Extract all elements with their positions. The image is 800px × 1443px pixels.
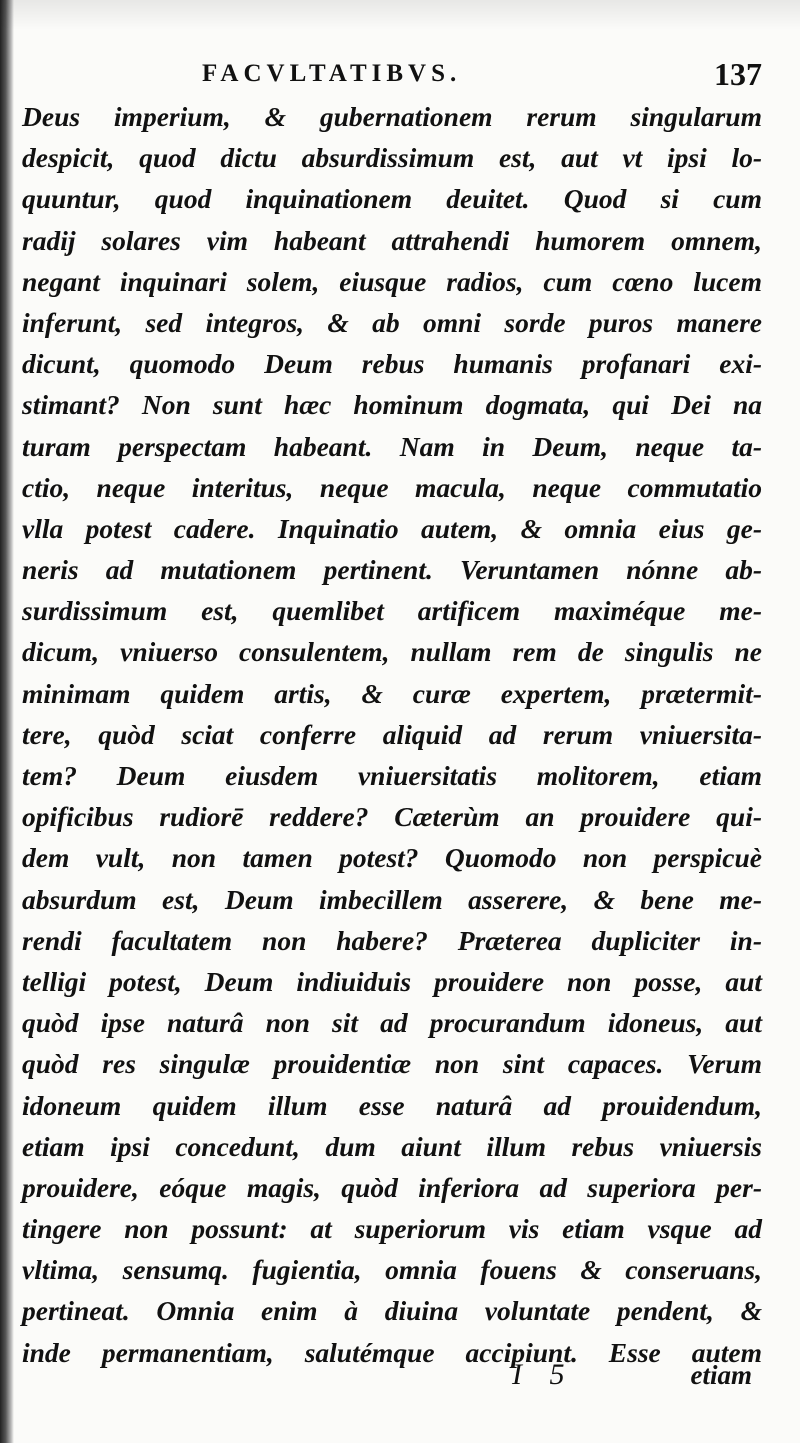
text-line: dem vult, non tamen potest? Quomodo non perspicuè <box>22 842 762 874</box>
text-line: despicit, quod dictu absurdissimum est, aut vt ipsi lo- <box>22 142 762 174</box>
text-line: opificibus rudiorē reddere? Cæterùm an prouidere qui- <box>22 801 762 833</box>
top-shadow <box>0 0 800 30</box>
text-line: surdissimum est, quemlibet artificem maximéque me- <box>22 595 762 627</box>
text-line: inde permanentiam, salutémque accipiunt. Esse autem <box>22 1336 762 1368</box>
text-line: Deus imperium, & gubernationem rerum singularum <box>22 101 762 132</box>
text-line: minimam quidem artis, & curæ expertem, prætermit- <box>22 677 762 709</box>
text-line: telligi potest, Deum indiuiduis prouidere non posse, aut <box>22 965 762 997</box>
text-line: rendi facultatem non habere? Præterea dupliciter in- <box>22 924 762 956</box>
running-head: FACVLTATIBVS. <box>202 60 462 87</box>
text-line: ctio, neque interitus, neque macula, neque commutatio <box>22 471 762 503</box>
text-line: radij solares vim habeant attrahendi humorem omnem, <box>22 224 762 256</box>
text-line: quòd res singulæ prouidentiæ non sint capaces. Verum <box>22 1048 762 1080</box>
text-line: neris ad mutationem pertinent. Veruntamen nónne ab- <box>22 554 762 586</box>
text-line: stimant? Non sunt hæc hominum dogmata, qui Dei na <box>22 389 762 421</box>
text-line: quuntur, quod inquinationem deuitet. Quod si cum <box>22 183 762 215</box>
text-line: turam perspectam habeant. Nam in Deum, neque ta- <box>22 430 762 462</box>
text-line: vltima, sensumq. fugientia, omnia fouens & conseruans, <box>22 1254 762 1286</box>
text-line: quòd ipse naturâ non sit ad procurandum idoneus, aut <box>22 1007 762 1039</box>
text-line: vlla potest cadere. Inquinatio autem, & omnia eius ge- <box>22 512 762 544</box>
text-line: dicum, vniuerso consulentem, nullam rem de singulis ne <box>22 636 762 668</box>
signature-mark: I 5 <box>512 1358 575 1391</box>
text-line: prouidere, eóque magis, quòd inferiora ad superiora per- <box>22 1171 762 1203</box>
text-line: tere, quòd sciat conferre aliquid ad rerum vniuersita- <box>22 718 762 750</box>
text-line: negant inquinari solem, eiusque radios, cum cœno lucem <box>22 265 762 297</box>
page-footer <box>22 1358 762 1398</box>
page-number: 137 <box>714 56 762 92</box>
text-line: dicunt, quomodo Deum rebus humanis profanari exi- <box>22 348 762 380</box>
text-line: tem? Deum eiusdem vniuersitatis molitorem, etiam <box>22 760 762 791</box>
text-line: pertineat. Omnia enim à diuina voluntate pendent, & <box>22 1295 762 1327</box>
text-line: inferunt, sed integros, & ab omni sorde puros manere <box>22 306 762 338</box>
text-line: idoneum quidem illum esse naturâ ad prouidendum, <box>22 1089 762 1121</box>
gutter-shadow <box>0 0 14 1443</box>
page-header <box>22 56 762 96</box>
text-line: tingere non possunt: at superiorum vis etiam vsque ad <box>22 1213 762 1245</box>
text-line: etiam ipsi concedunt, dum aiunt illum rebus vniuersis <box>22 1130 762 1162</box>
text-line: absurdum est, Deum imbecillem asserere, & bene me- <box>22 883 762 915</box>
body-text <box>22 96 762 1373</box>
catchword: etiam <box>690 1360 752 1390</box>
